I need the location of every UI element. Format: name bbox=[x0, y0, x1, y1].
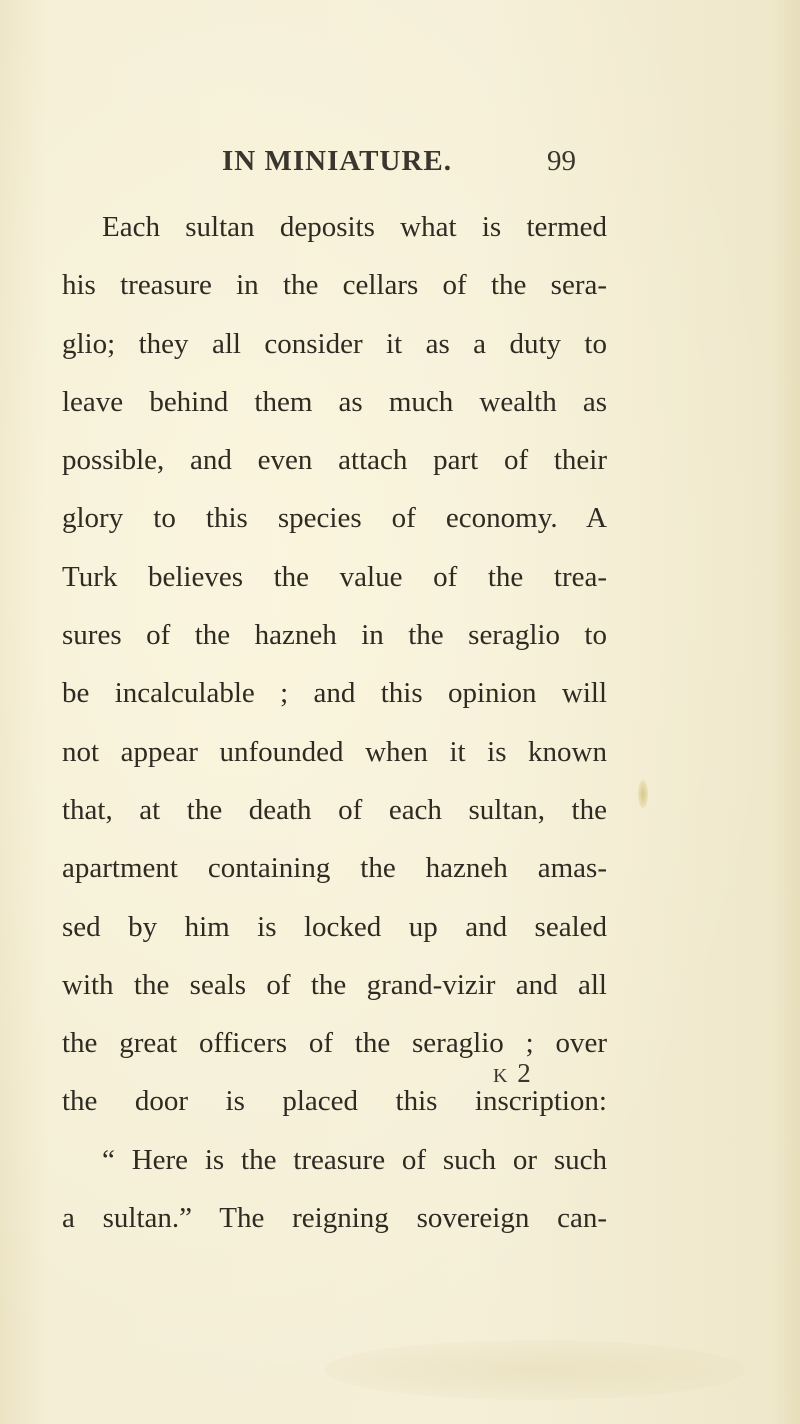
text-line: with the seals of the grand-vizir and all bbox=[62, 968, 607, 1001]
text-line: a sultan.” The reigning sovereign can- bbox=[62, 1202, 607, 1235]
body-text bbox=[62, 198, 607, 1247]
paper-stain bbox=[325, 1340, 745, 1400]
text-line: the door is placed this inscription: bbox=[62, 1085, 607, 1118]
signature-number: 2 bbox=[517, 1058, 533, 1088]
text-line: “ Here is the treasure of such or such bbox=[102, 1143, 607, 1176]
page-header bbox=[0, 145, 800, 185]
text-line: the great officers of the seraglio ; over bbox=[62, 1027, 607, 1060]
text-line: not appear unfounded when it is known bbox=[62, 735, 607, 768]
text-line: glory to this species of economy. A bbox=[62, 502, 607, 535]
text-line: sed by him is locked up and sealed bbox=[62, 910, 607, 943]
text-line: possible, and even attach part of their bbox=[62, 444, 607, 477]
page-edge-shadow bbox=[770, 0, 800, 1424]
signature-letter: K bbox=[493, 1065, 509, 1087]
text-line: glio; they all consider it as a duty to bbox=[62, 327, 607, 360]
text-line: apartment containing the hazneh amas- bbox=[62, 852, 607, 885]
text-line: his treasure in the cellars of the sera- bbox=[62, 269, 607, 302]
text-line: leave behind them as much wealth as bbox=[62, 385, 607, 418]
signature-mark bbox=[493, 1058, 533, 1089]
running-head: IN MINIATURE. bbox=[222, 145, 452, 177]
text-line: Each sultan deposits what is termed bbox=[102, 211, 607, 243]
ink-blot bbox=[638, 780, 648, 808]
page-number: 99 bbox=[547, 145, 576, 177]
text-line: be incalculable ; and this opinion will bbox=[62, 677, 607, 710]
text-line: sures of the hazneh in the seraglio to bbox=[62, 619, 607, 652]
text-line: Turk believes the value of the trea- bbox=[62, 560, 607, 593]
text-line: that, at the death of each sultan, the bbox=[62, 793, 607, 826]
